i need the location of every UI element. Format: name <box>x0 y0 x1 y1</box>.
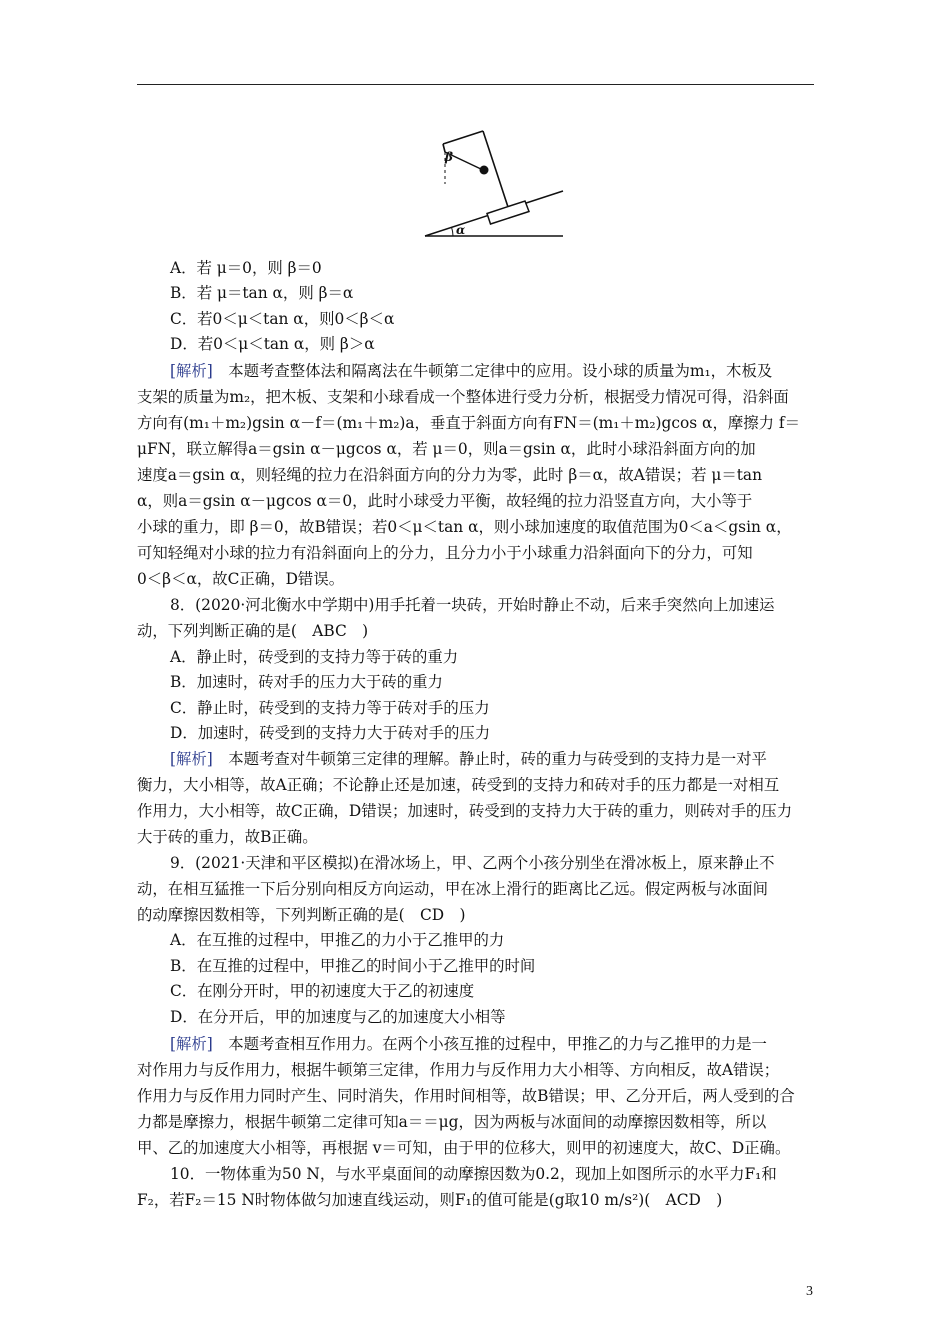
text-line <box>137 876 817 902</box>
header-rule <box>137 84 814 85</box>
line-text: D．在分开后，甲的加速度与乙的加速度大小相等 <box>170 1008 506 1026</box>
text-line <box>170 850 850 876</box>
line-text: C．在刚分开时，甲的初速度大于乙的初速度 <box>170 982 475 1000</box>
line-text: 支架的质量为m₂，把木板、支架和小球看成一个整体进行受力分析，根据受力情况可得，沿斜面 <box>137 388 789 406</box>
text-line <box>170 358 850 384</box>
line-text: 的动摩擦因数相等，下列判断正确的是( CD ) <box>137 906 466 924</box>
text-line <box>170 746 850 772</box>
line-text: 方向有(m₁＋m₂)gsin α－f＝(m₁＋m₂)a，垂直于斜面方向有FN＝(m₁＋m₂)gcos α，摩擦力 f＝ <box>137 414 800 432</box>
line-text: 9．(2021·天津和平区模拟)在滑冰场上，甲、乙两个小孩分别坐在滑冰板上，原来静止不 <box>170 854 775 872</box>
line-text: 8．(2020·河北衡水中学期中)用手托着一块砖，开始时静止不动，后来手突然向上加速运 <box>170 596 775 614</box>
page-number: 3 <box>806 1284 813 1299</box>
text-line <box>170 927 850 953</box>
line-text: 本题考查整体法和隔离法在牛顿第二定律中的应用。设小球的质量为m₁，木板及 <box>212 362 773 380</box>
line-text: μFN，联立解得a＝gsin α－μgcos α，若 μ＝0，则a＝gsin α，此时小球沿斜面方向的加 <box>137 440 756 458</box>
text-line <box>137 384 817 410</box>
line-text: 10．一物体重为50 N，与水平桌面间的动摩擦因数为0.2，现加上如图所示的水平力F₁和 <box>170 1165 777 1183</box>
text-line <box>170 720 850 746</box>
line-text: 动，在相互猛推一下后分别向相反方向运动，甲在冰上滑行的距离比乙远。假定两板与冰面间 <box>137 880 769 898</box>
line-text: 作用力与反作用力同时产生、同时消失，作用时间相等，故B错误；甲、乙分开后，两人受到的合 <box>137 1087 795 1105</box>
text-line <box>137 410 817 436</box>
line-text: 甲、乙的加速度大小相等，再根据 v＝可知，由于甲的位移大，则甲的初速度大，故C、D正确。 <box>137 1139 791 1157</box>
text-line <box>137 902 817 928</box>
text-line <box>170 592 850 618</box>
text-line <box>170 695 850 721</box>
line-text: 动，下列判断正确的是( ABC ) <box>137 622 369 640</box>
line-text: 作用力，大小相等，故C正确，D错误；加速时，砖受到的支持力大于砖的重力，则砖对手的压力 <box>137 802 793 820</box>
line-text: 速度a＝gsin α，则轻绳的拉力在沿斜面方向的分力为零，此时 β＝α，故A错误；若 μ＝tan <box>137 466 763 484</box>
text-line <box>170 978 850 1004</box>
line-text: A．在互推的过程中，甲推乙的力小于乙推甲的力 <box>170 931 505 949</box>
line-text: 0＜β＜α，故C正确，D错误。 <box>137 570 345 588</box>
text-line <box>170 669 850 695</box>
line-text: B．在互推的过程中，甲推乙的时间小于乙推甲的时间 <box>170 957 536 975</box>
line-text: D．加速时，砖受到的支持力大于砖对手的压力 <box>170 724 491 742</box>
text-line <box>170 306 850 332</box>
text-line <box>137 462 817 488</box>
support-arm <box>443 131 483 144</box>
alpha-label: α <box>456 223 466 237</box>
line-text: A．静止时，砖受到的支持力等于砖的重力 <box>170 648 459 666</box>
line-text: A．若 μ＝0，则 β＝0 <box>170 259 322 277</box>
line-text: B．加速时，砖对手的压力大于砖的重力 <box>170 673 443 691</box>
angle-arc <box>452 228 453 237</box>
line-text: C．静止时，砖受到的支持力等于砖对手的压力 <box>170 699 490 717</box>
text-line <box>170 1031 850 1057</box>
line-text: F₂，若F₂＝15 N时物体做匀加速直线运动，则F₁的值可能是(g取10 m/s²)( ACD ) <box>137 1191 723 1209</box>
text-line <box>137 772 817 798</box>
analysis-tag: [解析] <box>170 362 213 380</box>
line-text: 本题考查相互作用力。在两个小孩互推的过程中，甲推乙的力与乙推甲的力是一 <box>212 1035 767 1053</box>
line-text: B．若 μ＝tan α，则 β＝α <box>170 284 354 302</box>
text-line <box>170 953 850 979</box>
line-text: 可知轻绳对小球的拉力有沿斜面向上的分力，且分力小于小球重力沿斜面向下的分力，可知 <box>137 544 753 562</box>
line-text: 衡力，大小相等，故A正确；不论静止还是加速，砖受到的支持力和砖对手的压力都是一对相互 <box>137 776 780 794</box>
analysis-tag: [解析] <box>170 1035 213 1053</box>
text-line <box>137 514 817 540</box>
line-text: 大于砖的重力，故B正确。 <box>137 828 318 846</box>
line-text: C．若0＜μ＜tan α，则0＜β＜α <box>170 310 395 328</box>
text-line <box>137 1187 817 1213</box>
text-line <box>137 824 817 850</box>
text-line <box>170 1161 850 1187</box>
text-line <box>137 540 817 566</box>
line-text: 对作用力与反作用力，根据牛顿第三定律，作用力与反作用力大小相等、方向相反，故A错误； <box>137 1061 780 1079</box>
line-text: 本题考查对牛顿第三定律的理解。静止时，砖的重力与砖受到的支持力是一对平 <box>212 750 767 768</box>
text-line <box>137 488 817 514</box>
line-text: α，则a＝gsin α－μgcos α＝0，此时小球受力平衡，故轻绳的拉力沿竖直方向，大小等于 <box>137 492 753 510</box>
text-line <box>170 644 850 670</box>
text-line <box>137 1057 817 1083</box>
text-line <box>137 566 817 592</box>
text-line <box>170 280 850 306</box>
line-text: 小球的重力，即 β＝0，故B错误；若0＜μ＜tan α，则小球加速度的取值范围为0＜a＜gsin α， <box>137 518 792 536</box>
text-line <box>137 1083 817 1109</box>
text-line <box>137 1135 817 1161</box>
analysis-tag: [解析] <box>170 750 213 768</box>
beta-label: β <box>445 150 453 164</box>
line-text: D．若0＜μ＜tan α，则 β＞α <box>170 335 375 353</box>
line-text: 力都是摩擦力，根据牛顿第二定律可知a＝＝μg，因为两板与冰面间的动摩擦因数相等，所以 <box>137 1113 767 1131</box>
ball <box>480 166 489 175</box>
text-line <box>170 255 850 281</box>
text-line <box>137 798 817 824</box>
text-line <box>170 1004 850 1030</box>
text-line <box>137 618 817 644</box>
text-line <box>137 436 817 462</box>
incline-figure <box>423 128 565 240</box>
text-line <box>170 331 850 357</box>
text-line <box>137 1109 817 1135</box>
